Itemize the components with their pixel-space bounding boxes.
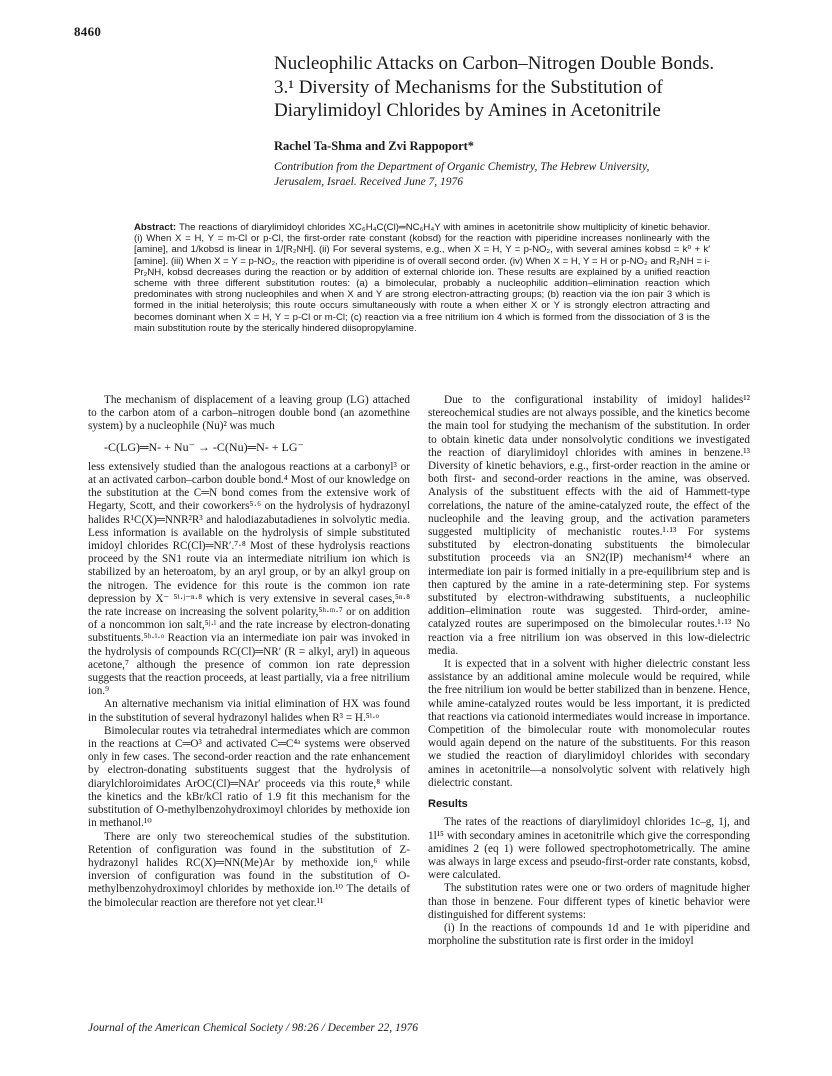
abstract-label: Abstract: [134,222,177,233]
paragraph: (i) In the reactions of compounds 1d and 1e with piperidine and morpholine the substitution rate is first order in the imidoyl [428,921,750,948]
right-column [428,394,750,948]
authors: Rachel Ta-Shma and Zvi Rappoport* [274,138,475,153]
affiliation [274,160,774,190]
header-block [274,52,774,190]
paragraph: The mechanism of displacement of a leaving group (LG) attached to the carbon atom of a carbon–nitrogen double bond (an azomethine system) by a nucleophile (Nu)² was much [88,394,410,433]
section-heading-results: Results [428,798,468,811]
left-column [88,394,410,910]
paragraph: Bimolecular routes via tetrahedral intermediates which are common in the reactions at C═O³ and activated C═C⁴ᵃ systems were observed only in few cases. The second-order reaction and the rate enhancement by electron-donating substituents suggest that the hydrolysis of diarylchloroimidates ArOC(Cl)═NAr′ proceeds via this route,⁸ while the kinetics and the kBr/kCl ratio of 1.9 fit this mechanism for the substitution of O-methylbenzohydroximoyl chlorides by methoxide ion in methanol.¹⁰ [88,724,410,830]
journal-footer: Journal of the American Chemical Society / 98:26 / December 22, 1976 [88,1022,419,1034]
article-title [274,52,774,123]
paragraph: Due to the configurational instability of imidoyl halides¹² stereochemical studies are not always possible, and the kinetics become the main tool for studying the mechanism of the substitution. In order to obtain kinetic data under nonsolvolytic conditions we investigated the reaction of diarylimidoyl chlorides with amines in benzene.¹³ Diversity of kinetic behaviors, e.g., first-order reaction in the amine or both first- and second-order reactions in the amine, was observed. Analysis of the substituent effects with the aid of Hammett-type correlations, the nature of the amine-catalyzed route, the effect of the nucleophile and the leaving group, and the activation parameters suggested multiplicity of mechanistic routes.¹·¹³ For systems substituted by electron-donating substituents the bimolecular substitution proceeds via an SN2(IP) mechanism¹⁴ where an intermediate ion pair is formed initially in a pre-equilibrium step and is then captured by the amine in a rate-determining step. For systems substituted by electron-withdrawing substituents, a nucleophilic addition–elimination route was suggested. Third-order, amine-catalyzed routes are superimposed on the bimolecular routes.¹·¹³ No reaction via a free nitrilium ion was observed in this low-dielectric media. [428,394,750,657]
title-line-2: 3.¹ Diversity of Mechanisms for the Substitution of [274,76,663,98]
abstract [134,222,710,334]
title-line-1: Nucleophilic Attacks on Carbon–Nitrogen Double Bonds. [274,53,715,74]
page-number: 8460 [74,24,102,39]
title-line-3: Diarylimidoyl Chlorides by Amines in Acetonitrile [274,100,661,121]
paragraph: less extensively studied than the analogous reactions at a carbonyl³ or at an activated carbon–carbon double bond.⁴ Most of our knowledge on the substitution at the C═N bond comes from the extensive work of Hegarty, Scott, and their coworkers⁵·⁶ on the hydrolysis of hydrazonyl halides R¹C(X)═NNR²R³ and halodiazabutadienes in solvolytic media. Less information is available on the hydrolysis of simple substituted imidoyl chlorides RC(Cl)═NR′.⁷·⁸ Most of these hydrolysis reactions proceed by the SN1 route via an intermediate nitrilium ion which is stabilized by an heteroatom, by an aryl group, or by an alkyl group on the nitrogen. The evidence for this route is the common ion rate depression by X⁻ ⁵ⁱ·ʲ⁻ⁿ·⁸ which is very extensive in several cases,⁵ⁿ·⁸ the rate increase on increasing the solvent polarity,⁵ʰ·ᵐ·⁷ or on addition of a noncommon ion salt,⁵ʲ·ˡ and the rate increase by electron-donating substituents.⁵ʰ·ⁱ·ᵒ Reaction via an intermediate ion pair was invoked in the hydrolysis of compounds RC(Cl)═NR′ (R = alkyl, aryl) in aqueous acetone,⁷ although the presence of common ion rate depression suggests that the reaction proceeds, at least partially, via a free nitrilium ion.⁹ [88,460,410,698]
paragraph: It is expected that in a solvent with higher dielectric constant less assistance by an additional amine molecule would be required, while the free nitrilium ion would be better stabilized than in benzene. Hence, while amine-catalyzed routes would be less important, it is predicted that reactions via cationoid intermediates would increase in importance. Competition of the bimolecular route with monomolecular routes would again depend on the nature of the substituents. For this reason we studied the reaction of diarylimidoyl chlorides with secondary amines in acetonitrile—a nonsolvolytic solvent with relatively high dielectric constant. [428,658,750,789]
paragraph: An alternative mechanism via initial elimination of HX was found in the substitution of several hydrazonyl halides when R³ = H.⁵ⁱ·ᵒ [88,698,410,724]
abstract-text: The reactions of diarylimidoyl chlorides XC₆H₄C(Cl)═NC₆H₄Y with amines in acetonitrile show multiplicity of kinetic behavior. (i) When X = H, Y = m-Cl or p-Cl, the first-order rate constant (kobsd) for the reaction with piperidine increases nonlinearly with the [amine], and 1/kobsd is linear in 1/[R₂NH]. (ii) For several systems, e.g., when X = H, Y = p-NO₂, with several amines kobsd = k⁰ + k′[amine]. (iii) When X = Y = p-NO₂, the reaction with piperidine is of overall second order. (iv) When X = H, Y = H or p-NO₂ and R₂NH = i-Pr₂NH, kobsd decreases during the reaction or by addition of external chloride ion. These results are explained by a unified reaction scheme with three different substitution routes: (a) a bimolecular, probably a nucleophilic addition–elimination reaction which predominates with strong nucleophiles and when X and Y are strong electron-attracting groups; (b) reaction via the ion pair 3 which is formed in the initial heterolysis; this route occurs simultaneously with route a when either X or Y is strongly electron attracting and becomes dominant when X = H, Y = p-Cl or m-Cl; (c) reaction via a free nitrilium ion 4 which is formed from the dissociation of 3 is the main substitution route by the sterically hindered diisopropylamine. [134,222,710,334]
paragraph: The substitution rates were one or two orders of magnitude higher than those in benzene. Four different types of kinetic behavior were distinguished for different systems: [428,882,750,921]
paragraph: There are only two stereochemical studies of the substitution. Retention of configuration was found in the substitution of Z-hydrazonyl halides RC(X)═NN(Me)Ar by methoxide ion,⁶ while inversion of configuration was found in the substitution of O-methylbenzohydroximoyl chlorides by methoxide ion.¹⁰ The details of the bimolecular reaction are therefore not yet clear.¹¹ [88,830,410,909]
equation: -C(LG)═N- + Nu⁻ → -C(Nu)═N- + LG⁻ [104,439,304,454]
affiliation-line-1: Contribution from the Department of Organic Chemistry, The Hebrew University, [274,160,650,173]
paragraph: The rates of the reactions of diarylimidoyl chlorides 1c–g, 1j, and 1l¹⁵ with secondary amines in acetonitrile which give the corresponding amidines 2 (eq 1) were followed spectrophotometrically. The amine was always in large excess and pseudo-first-order rate constants, kobsd, were calculated. [428,816,750,882]
affiliation-line-2: Jerusalem, Israel. Received June 7, 1976 [274,175,464,188]
